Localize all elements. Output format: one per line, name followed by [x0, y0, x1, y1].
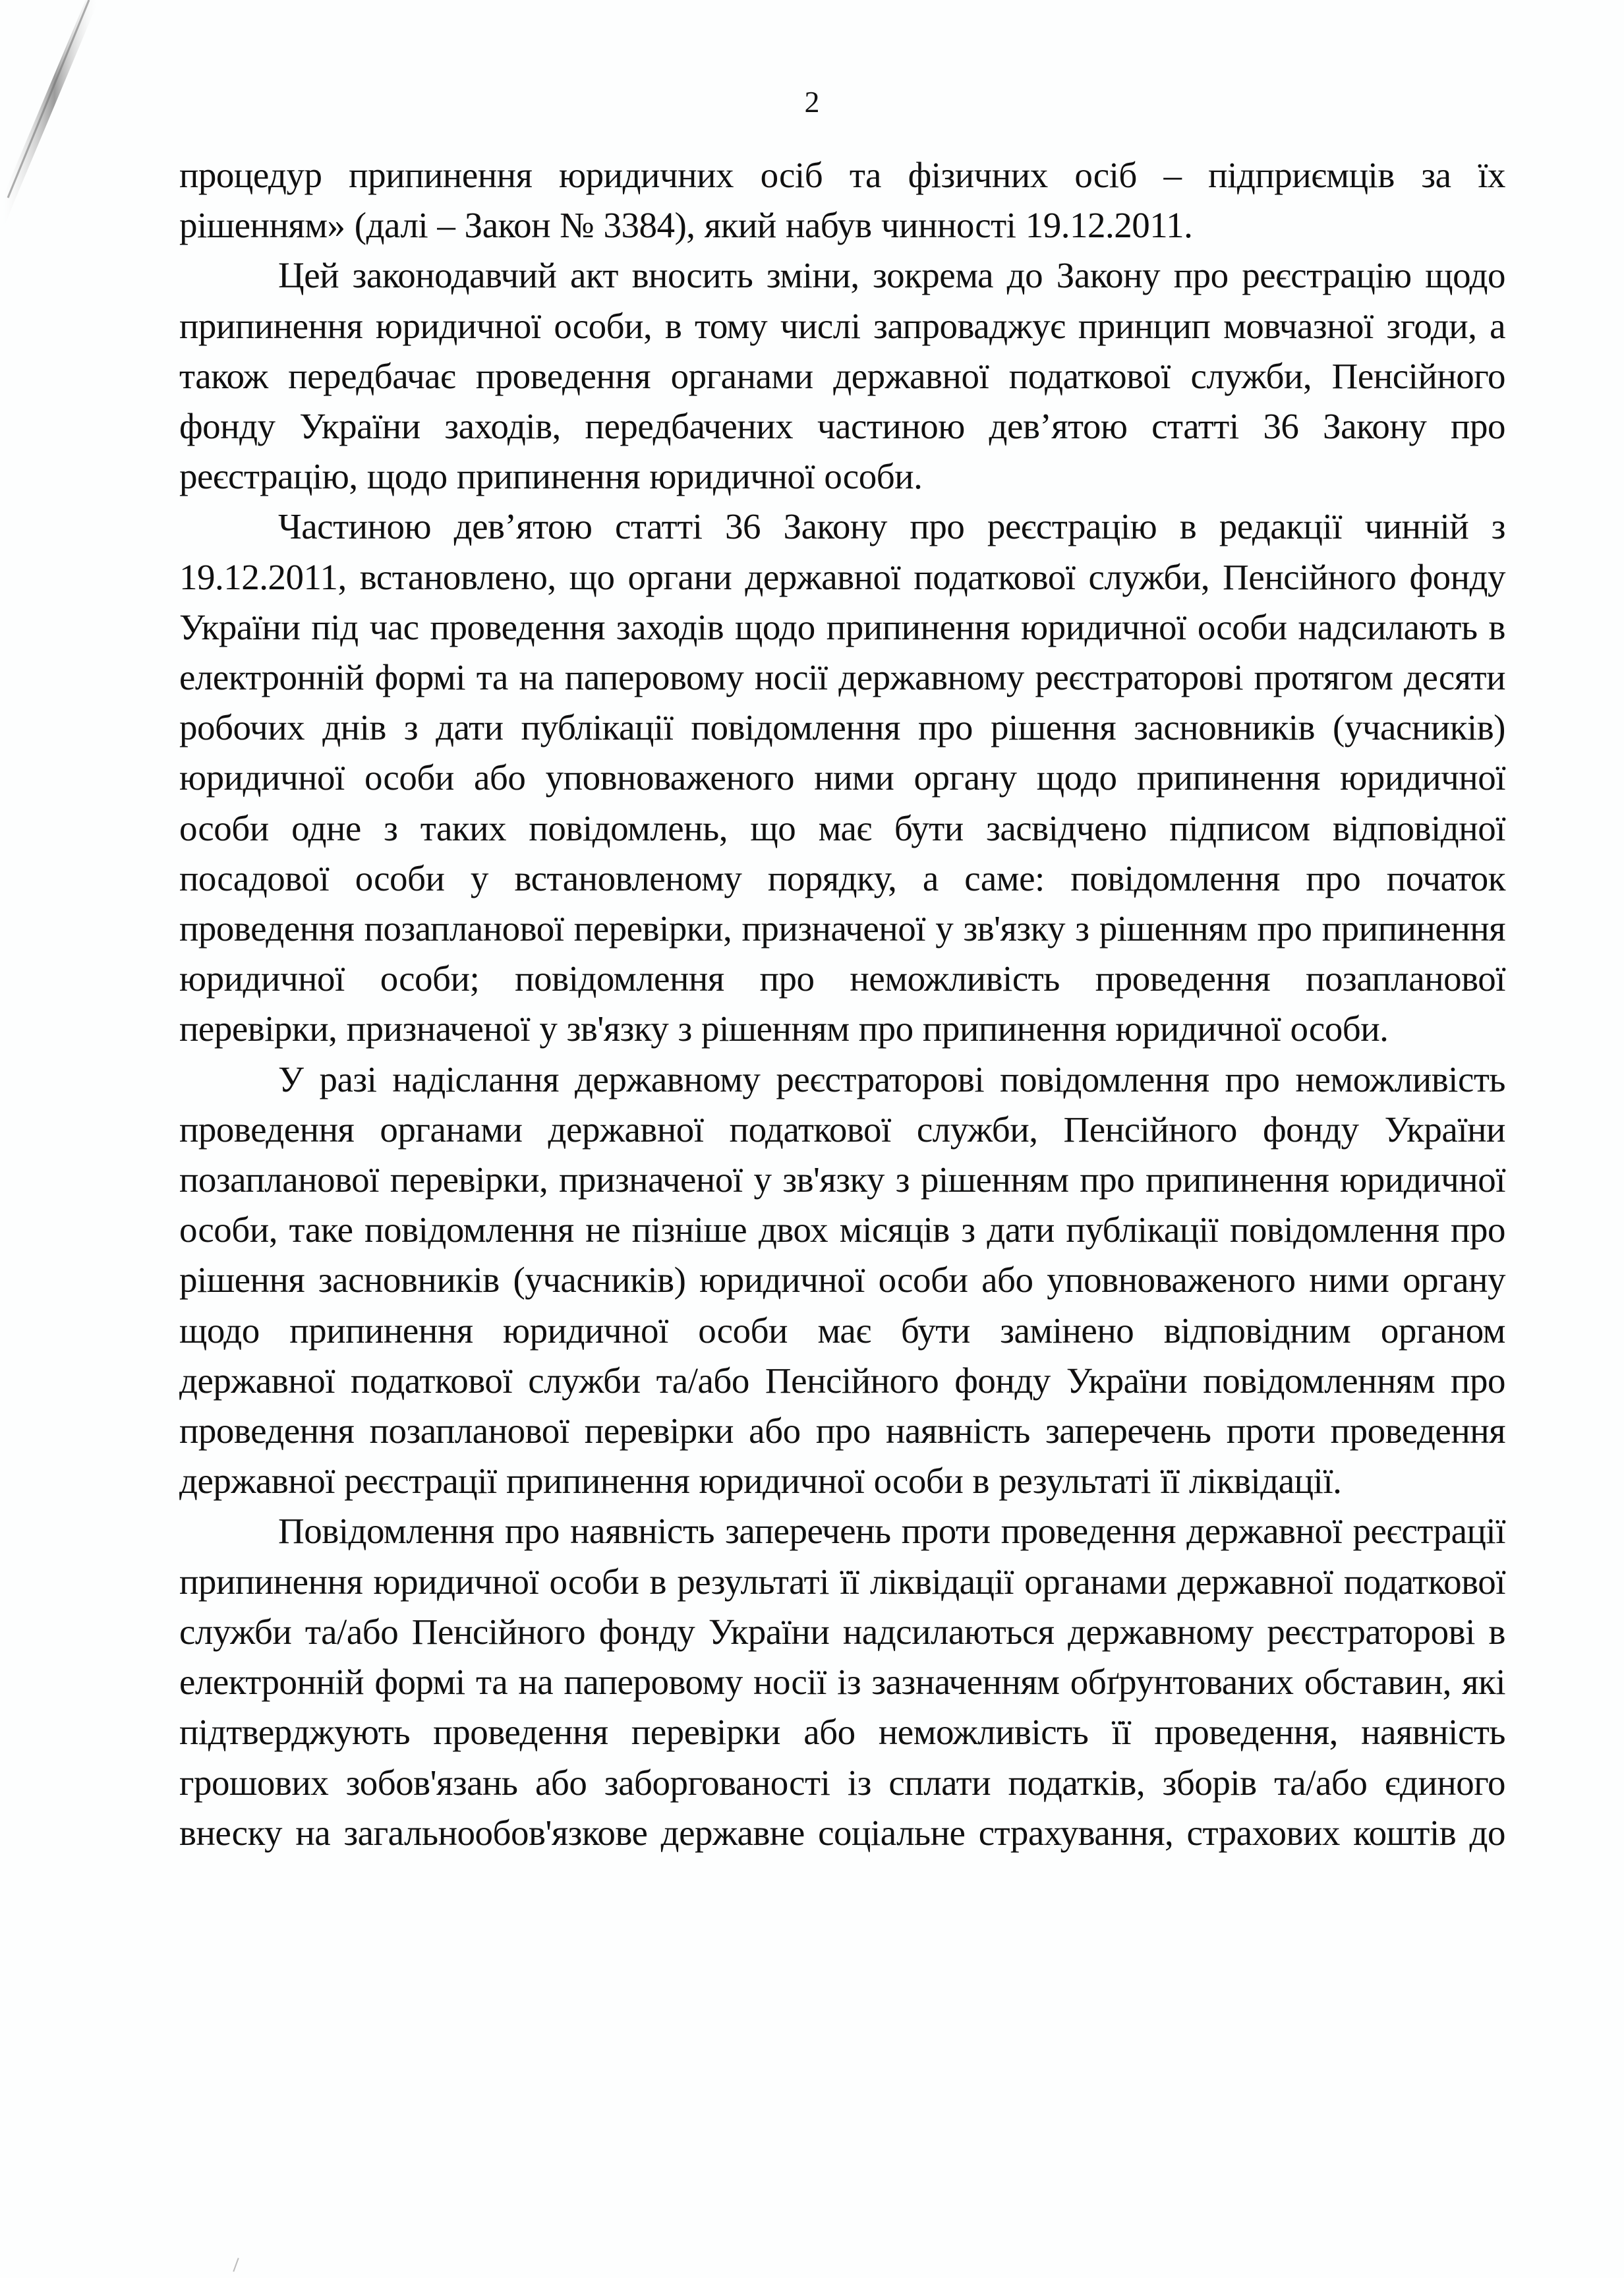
page-number: 2 — [804, 85, 820, 119]
paragraph: У разі надіслання державному реєстраторові повідомлення про неможливість проведення органами державної податкової служби, Пенсійного фонду України позапланової перевірки, призначеної у зв'язку з рішенням про припинення юридичної особи, таке повідомлення не пізніше двох місяців з дати публікації повідомлення про рішення засновників (учасників) юридичної особи або уповноваженого ними органу щодо припинення юридичної особи має бути замінено відповідним органом державної податкової служби та/або Пенсійного фонду України повідомленням про проведення позапланової перевірки або про наявність заперечень проти проведення державної реєстрації припинення юридичної особи в результаті її ліквідації. — [179, 1059, 1505, 1502]
paragraph: Частиною дев’ятою статті 36 Закону про реєстрацію в редакції чинній з 19.12.2011, встановлено, що органи державної податкової служби, Пенсійного фонду України під час проведення заходів щодо припинення юридичної особи надсилають в електронній формі та на паперовому носії державному реєстраторові протягом десяти робочих днів з дати публікації повідомлення про рішення засновників (учасників) юридичної особи або уповноваженого ними органу щодо припинення юридичної особи одне з таких повідомлень, що має бути засвідчено підписом відповідної посадової особи у встановленому порядку, а саме: повідомлення про початок проведення позапланової перевірки, призначеної у зв'язку з рішенням про припинення юридичної особи; повідомлення про неможливість проведення позапланової перевірки, призначеної у зв'язку з рішенням про припинення юридичної особи. — [179, 506, 1505, 1049]
scan-speck — [233, 2258, 239, 2271]
document-body — [179, 150, 1505, 1858]
paragraph-runs-to-next-page: Повідомлення про наявність заперечень проти проведення державної реєстрації припинення юридичної особи в результаті її ліквідації органами державної податкової служби та/або Пенсійного фонду України надсилаються державному реєстраторові в електронній формі та на паперовому носії із зазначенням обґрунтованих обставин, які підтверджують проведення перевірки або неможливість її проведення, наявність грошових зобов'язань або заборгованості із сплати податків, зборів та/або єдиного внеску на загальнообов'язкове державне соціальне страхування, страхових коштів до — [179, 1511, 1505, 1853]
paragraph: Цей законодавчий акт вносить зміни, зокрема до Закону про реєстрацію щодо припинення юридичної особи, в тому числі запроваджує принцип мовчазної згоди, а також передбачає проведення органами державної податкової служби, Пенсійного фонду України заходів, передбачених частиною дев’ятою статті 36 Закону про реєстрацію, щодо припинення юридичної особи. — [179, 255, 1505, 497]
paragraph-continuation: процедур припинення юридичних осіб та фізичних осіб – підприємців за їх рішенням» (далі – Закон № 3384), який набув чинності 19.12.2011. — [179, 155, 1505, 246]
